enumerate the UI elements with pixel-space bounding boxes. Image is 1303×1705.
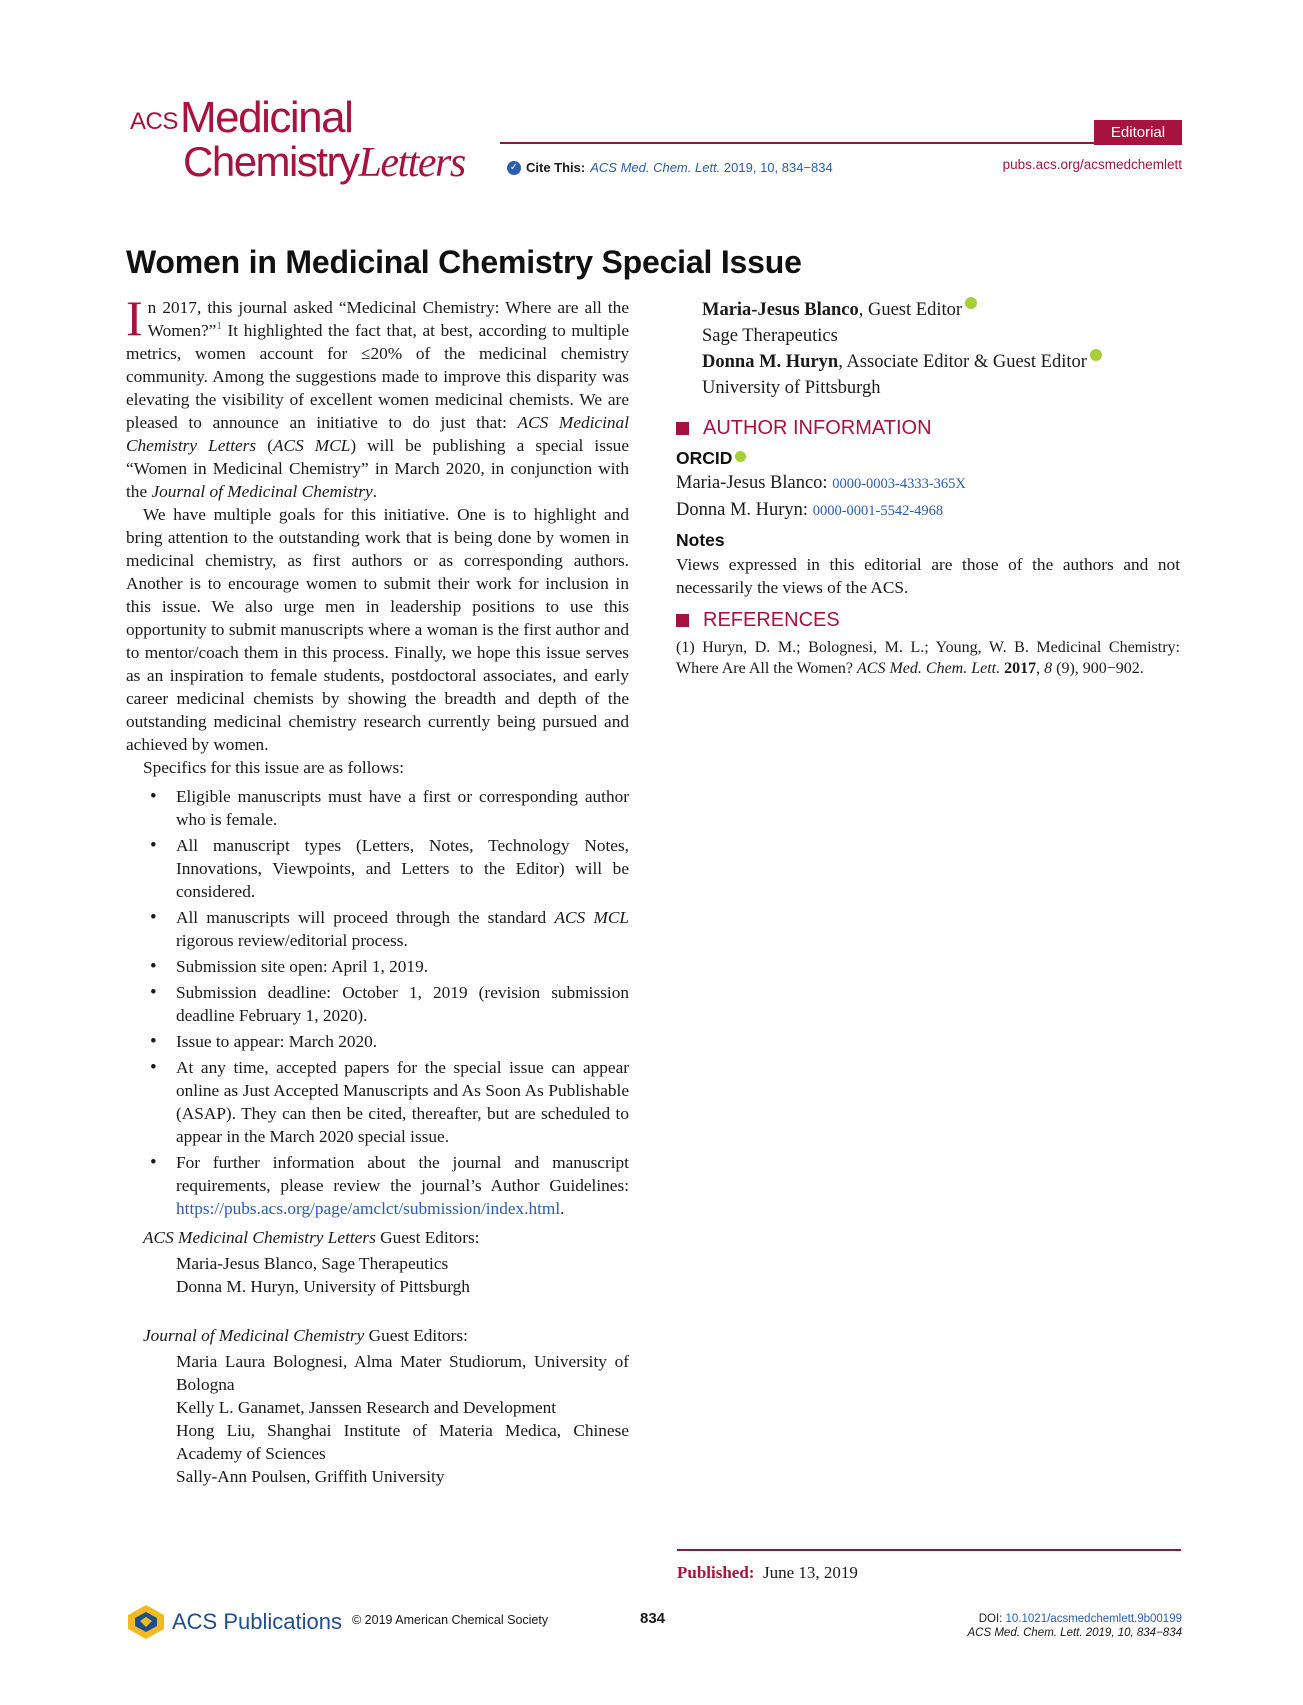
author-name: Donna M. Huryn	[702, 352, 839, 372]
orcid-icon[interactable]	[1090, 349, 1102, 361]
jmc-editor: Hong Liu, Shanghai Institute of Materia Medica, Chinese Academy of Sciences	[176, 1421, 629, 1463]
signature-1-affiliation: Sage Therapeutics	[702, 326, 838, 346]
author-name: Maria-Jesus Blanco	[702, 300, 859, 320]
notes-heading: Notes	[676, 530, 725, 550]
published-date: Published: June 13, 2019	[677, 1563, 858, 1582]
paragraph-1: In 2017, this journal asked “Medicinal Chemistry: Where are all the Women?”$^1$ It highlighted the fact that, at best, according to multiple metrics, women account for ≤20% of the medicinal chemistry community. Among the suggestions made to improve this disparity was elevating the visibility of excellent women medicinal chemists. We are pleased to announce an initiative to do just that: ACS Medicinal Chemistry Letters (ACS MCL) will be publishing a special issue “Women in Medicinal Chemistry” in March 2020, in conjunction with the Journal of Medicinal Chemistry.	[126, 290, 629, 501]
list-item: • Submission site open: April 1, 2019.	[126, 955, 629, 978]
acs-publications-text: ACS Publications	[172, 1609, 342, 1634]
cite-reference[interactable]: ACS Med. Chem. Lett. 2019, 10, 834−834	[590, 160, 833, 175]
list-item: • Issue to appear: March 2020.	[126, 1030, 629, 1053]
acs-hexagon-icon	[126, 1604, 166, 1640]
orcid-heading: ORCID	[676, 446, 1180, 470]
journal-logo-letters: Letters	[358, 140, 465, 186]
journal-logo-chemistry-word: Chemistry	[183, 138, 359, 185]
signature-2-affiliation: University of Pittsburgh	[702, 378, 881, 398]
list-item: • Eligible manuscripts must have a first or corresponding author who is female.	[126, 785, 629, 831]
check-icon: ✓	[507, 161, 521, 175]
reference-item: (1) Huryn, D. M.; Bolognesi, M. L.; Young, W. B. Medicinal Chemistry: Where Are All the Women? ACS Med. Chem. Lett. 2017, 8 (9), 900−902.	[676, 639, 1180, 677]
journal-logo-acs: ACS	[130, 108, 178, 135]
square-bullet-icon	[676, 422, 689, 435]
header-rule	[500, 142, 1182, 144]
journal-logo-chemistry	[183, 140, 465, 185]
orcid-link[interactable]: 0000-0001-5542-4968	[812, 503, 944, 519]
notes-text: Views expressed in this editorial are those of the authors and not necessarily the views of the ACS.	[676, 555, 1180, 597]
signature-block	[702, 297, 1102, 401]
jmc-editor: Maria Laura Bolognesi, Alma Mater Studiorum, University of Bologna	[176, 1352, 629, 1394]
article-type-badge: Editorial	[1094, 120, 1182, 145]
orcid-entry: Maria-Jesus Blanco: 0000-0003-4333-365X	[676, 473, 966, 493]
cite-this[interactable]	[507, 160, 833, 175]
signature-2: Donna M. Huryn, Associate Editor & Guest Editor	[702, 349, 1102, 375]
doi-line: DOI: 10.1021/acsmedchemlett.9b00199	[978, 1613, 1182, 1625]
signature-1: Maria-Jesus Blanco, Guest Editor	[702, 297, 1102, 323]
acs-editor: Donna M. Huryn, University of Pittsburgh	[176, 1277, 470, 1296]
page-number: 834	[640, 1610, 666, 1627]
doi-link[interactable]: 10.1021/acsmedchemlett.9b00199	[1005, 1613, 1182, 1625]
acs-editor: Maria-Jesus Blanco, Sage Therapeutics	[176, 1254, 449, 1273]
list-item: • All manuscripts will proceed through the standard ACS MCL rigorous review/editorial process.	[126, 906, 629, 952]
acs-publications-logo[interactable]	[126, 1604, 342, 1640]
journal-logo-medicinal: Medicinal	[180, 93, 353, 142]
cite-label: Cite This:	[526, 160, 586, 175]
paragraph-2: We have multiple goals for this initiative. One is to highlight and bring attention to the outstanding work that is being done by women in medicinal chemistry, as first authors or as corresponding authors. Another is to encourage women to submit their work for inclusion in this issue. We also urge men in leadership positions to use this opportunity to submit manuscripts where a woman is the first author and to mentor/coach them in this process. Finally, we hope this issue serves as an inspiration to female students, postdoctoral associates, and early career medicinal chemists by showing the breadth and depth of the outstanding medicinal chemistry research currently being pursued and achieved by women.	[126, 505, 629, 754]
square-bullet-icon	[676, 614, 689, 627]
jmc-editors-heading: Journal of Medicinal Chemistry Guest Editors:	[143, 1326, 468, 1345]
acs-editors-heading: ACS Medicinal Chemistry Letters Guest Editors:	[143, 1228, 480, 1247]
orcid-icon	[735, 451, 746, 462]
author-information-section	[676, 416, 1180, 599]
paragraph-3: Specifics for this issue are as follows:	[143, 758, 405, 777]
published-rule	[677, 1549, 1181, 1551]
jmc-editor: Sally-Ann Poulsen, Griffith University	[176, 1467, 445, 1486]
specifics-list	[126, 785, 629, 1220]
copyright: © 2019 American Chemical Society	[352, 1613, 549, 1627]
references-section	[676, 608, 1180, 679]
references-heading: REFERENCES	[676, 608, 1180, 632]
doi-block	[968, 1612, 1183, 1640]
journal-url-link[interactable]: pubs.acs.org/acsmedchemlett	[1002, 157, 1182, 172]
drop-cap: I	[126, 290, 143, 346]
list-item: • At any time, accepted papers for the special issue can appear online as Just Accepted Manuscripts and As Soon As Publishable (ASAP). They can then be cited, thereafter, but are scheduled to appear in the March 2020 special issue.	[126, 1056, 629, 1148]
list-item: • For further information about the journal and manuscript requirements, please review the journal’s Author Guidelines: https://pubs.acs.org/page/amclct/submission/index.html.	[126, 1151, 629, 1220]
author-guidelines-link[interactable]: https://pubs.acs.org/page/amclct/submission/index.html	[176, 1199, 561, 1218]
orcid-entry: Donna M. Huryn: 0000-0001-5542-4968	[676, 500, 944, 520]
jmc-editor: Kelly L. Ganamet, Janssen Research and Development	[176, 1398, 557, 1417]
author-information-heading: AUTHOR INFORMATION	[676, 416, 1180, 440]
list-item: • Submission deadline: October 1, 2019 (revision submission deadline February 1, 2020).	[126, 981, 629, 1027]
orcid-icon[interactable]	[965, 297, 977, 309]
journal-reference: ACS Med. Chem. Lett. 2019, 10, 834−834	[967, 1627, 1182, 1639]
article-title: Women in Medicinal Chemistry Special Issue	[126, 244, 802, 280]
citation-link-1[interactable]: 1	[216, 320, 222, 333]
orcid-link[interactable]: 0000-0003-4333-365X	[832, 476, 966, 492]
article-body	[126, 290, 629, 1488]
list-item: • All manuscript types (Letters, Notes, Technology Notes, Innovations, Viewpoints, and Letters to the Editor) will be considered.	[126, 834, 629, 903]
